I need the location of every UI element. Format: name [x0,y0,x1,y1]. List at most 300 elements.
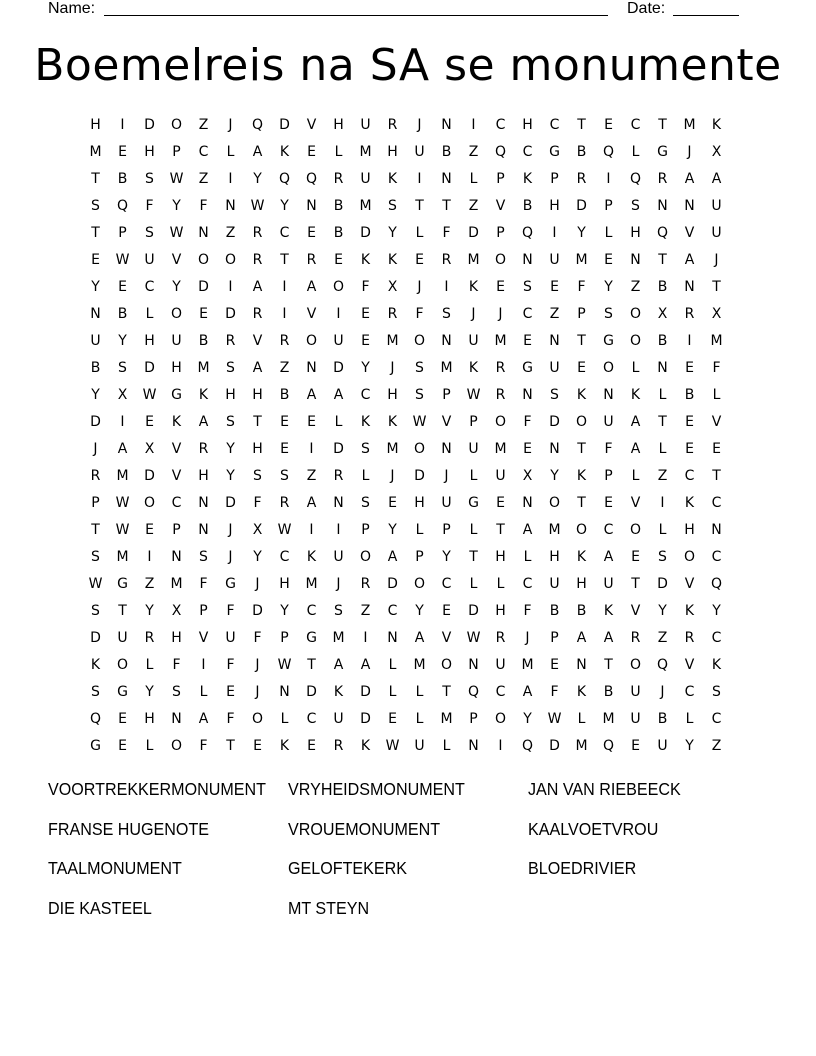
grid-letter[interactable]: E [604,117,613,133]
grid-letter[interactable]: K [171,414,182,430]
grid-letter[interactable]: N [468,657,479,673]
grid-letter[interactable]: T [712,468,721,484]
grid-letter[interactable]: Z [657,630,668,646]
grid-letter[interactable]: P [118,225,127,241]
grid-letter[interactable]: R [279,495,290,511]
grid-letter[interactable]: T [712,279,721,295]
grid-letter[interactable]: F [145,198,154,214]
grid-letter[interactable]: O [602,360,615,376]
grid-letter[interactable]: X [144,441,155,457]
grid-letter[interactable]: I [417,171,422,187]
grid-letter[interactable]: I [282,279,287,295]
grid-letter[interactable]: J [390,360,395,376]
grid-letter[interactable]: N [171,549,182,565]
grid-letter[interactable]: C [360,387,371,403]
grid-letter[interactable]: M [386,441,399,457]
grid-letter[interactable]: I [363,630,368,646]
grid-letter[interactable]: Y [712,603,721,619]
grid-letter[interactable]: D [198,279,209,295]
grid-letter[interactable]: U [495,657,506,673]
grid-letter[interactable]: N [306,360,317,376]
grid-letter[interactable]: B [441,144,452,160]
grid-letter[interactable]: B [333,198,344,214]
grid-letter[interactable]: N [198,225,209,241]
grid-letter[interactable]: T [577,441,586,457]
grid-letter[interactable]: W [277,657,292,673]
grid-letter[interactable]: M [494,333,507,349]
grid-letter[interactable]: T [658,117,667,133]
grid-letter[interactable]: I [309,522,314,538]
grid-letter[interactable]: C [495,117,506,133]
grid-letter[interactable]: E [361,333,370,349]
grid-letter[interactable]: X [522,468,533,484]
grid-letter[interactable]: T [496,522,505,538]
grid-letter[interactable]: O [440,657,453,673]
grid-letter[interactable]: T [469,549,478,565]
grid-letter[interactable]: A [306,495,317,511]
grid-letter[interactable]: V [630,495,641,511]
grid-letter[interactable]: A [684,252,695,268]
grid-letter[interactable]: W [412,414,427,430]
grid-letter[interactable]: O [548,495,561,511]
grid-letter[interactable]: L [658,441,667,457]
grid-letter[interactable]: N [306,198,317,214]
grid-letter[interactable]: A [306,279,317,295]
grid-letter[interactable]: G [522,360,533,376]
grid-letter[interactable]: C [144,279,155,295]
grid-letter[interactable]: W [547,711,562,727]
grid-letter[interactable]: W [466,387,481,403]
grid-letter[interactable]: O [494,252,507,268]
grid-letter[interactable]: Q [116,198,129,214]
grid-letter[interactable]: U [549,360,560,376]
grid-letter[interactable]: I [282,306,287,322]
grid-letter[interactable]: O [575,522,588,538]
grid-letter[interactable]: Q [656,657,669,673]
grid-letter[interactable]: J [714,252,719,268]
grid-letter[interactable]: Y [523,711,532,727]
grid-letter[interactable]: M [602,711,615,727]
grid-letter[interactable]: Y [685,738,694,754]
grid-letter[interactable]: B [333,225,344,241]
grid-letter[interactable]: Z [630,279,641,295]
grid-letter[interactable]: E [550,657,559,673]
grid-letter[interactable]: L [469,171,478,187]
grid-letter[interactable]: U [117,630,128,646]
grid-letter[interactable]: W [115,495,130,511]
grid-letter[interactable]: C [630,117,641,133]
grid-letter[interactable]: T [91,225,100,241]
grid-letter[interactable]: I [228,279,233,295]
grid-letter[interactable]: K [576,549,587,565]
grid-letter[interactable]: X [252,522,263,538]
grid-letter[interactable]: S [415,360,424,376]
grid-letter[interactable]: H [90,117,101,133]
grid-letter[interactable]: B [684,387,695,403]
grid-letter[interactable]: C [306,711,317,727]
grid-letter[interactable]: D [387,576,398,592]
grid-letter[interactable]: C [684,468,695,484]
grid-letter[interactable]: C [279,225,290,241]
grid-letter[interactable]: Z [711,738,722,754]
grid-letter[interactable]: A [252,279,263,295]
grid-letter[interactable]: D [306,684,317,700]
grid-letter[interactable]: L [145,738,154,754]
grid-letter[interactable]: H [522,117,533,133]
grid-letter[interactable]: N [225,198,236,214]
grid-letter[interactable]: L [415,522,424,538]
grid-letter[interactable]: C [603,522,614,538]
grid-letter[interactable]: E [604,252,613,268]
grid-letter[interactable]: E [496,279,505,295]
grid-letter[interactable]: R [333,468,344,484]
grid-letter[interactable]: G [657,144,668,160]
grid-letter[interactable]: E [523,333,532,349]
grid-letter[interactable]: E [307,144,316,160]
grid-letter[interactable]: N [198,522,209,538]
grid-letter[interactable]: S [91,603,100,619]
grid-letter[interactable]: R [252,306,263,322]
grid-letter[interactable]: K [576,387,587,403]
grid-letter[interactable]: L [631,468,640,484]
grid-letter[interactable]: Z [360,603,371,619]
grid-letter[interactable]: D [468,225,479,241]
grid-letter[interactable]: V [711,414,722,430]
grid-letter[interactable]: G [225,576,236,592]
grid-letter[interactable]: D [333,360,344,376]
grid-letter[interactable]: R [198,441,209,457]
grid-letter[interactable]: U [333,549,344,565]
grid-letter[interactable]: S [91,198,100,214]
grid-letter[interactable]: R [630,630,641,646]
grid-letter[interactable]: Q [278,171,291,187]
grid-letter[interactable]: D [225,495,236,511]
grid-letter[interactable]: B [279,387,290,403]
grid-letter[interactable]: B [576,603,587,619]
grid-letter[interactable]: G [117,576,128,592]
grid-letter[interactable]: M [116,468,129,484]
grid-letter[interactable]: F [523,603,532,619]
grid-letter[interactable]: E [415,252,424,268]
grid-letter[interactable]: H [252,387,263,403]
grid-letter[interactable]: N [603,387,614,403]
grid-letter[interactable]: B [522,198,533,214]
grid-letter[interactable]: L [496,576,505,592]
grid-letter[interactable]: V [171,468,182,484]
grid-letter[interactable]: P [415,549,424,565]
grid-letter[interactable]: R [576,171,587,187]
grid-letter[interactable]: D [360,684,371,700]
grid-letter[interactable]: E [388,711,397,727]
grid-letter[interactable]: K [333,684,344,700]
grid-letter[interactable]: N [549,333,560,349]
grid-letter[interactable]: P [604,468,613,484]
grid-letter[interactable]: Y [388,225,397,241]
grid-letter[interactable]: K [630,387,641,403]
grid-letter[interactable]: O [413,333,426,349]
grid-letter[interactable]: J [390,468,395,484]
grid-letter[interactable]: I [201,657,206,673]
grid-letter[interactable]: A [603,549,614,565]
grid-letter[interactable]: M [494,441,507,457]
grid-letter[interactable]: O [143,495,156,511]
grid-letter[interactable]: Q [467,684,480,700]
grid-letter[interactable]: K [468,279,479,295]
grid-letter[interactable]: A [522,684,533,700]
grid-letter[interactable]: B [576,144,587,160]
grid-letter[interactable]: O [359,549,372,565]
grid-letter[interactable]: R [441,252,452,268]
grid-letter[interactable]: O [629,333,642,349]
grid-letter[interactable]: U [144,252,155,268]
grid-letter[interactable]: W [169,225,184,241]
grid-letter[interactable]: H [252,441,263,457]
grid-letter[interactable]: U [441,495,452,511]
grid-letter[interactable]: O [251,711,264,727]
grid-letter[interactable]: D [360,225,371,241]
grid-letter[interactable]: L [469,576,478,592]
grid-letter[interactable]: L [415,711,424,727]
grid-letter[interactable]: U [225,630,236,646]
grid-letter[interactable]: V [306,117,317,133]
grid-letter[interactable]: K [279,738,290,754]
grid-letter[interactable]: M [197,360,210,376]
grid-letter[interactable]: Y [577,225,586,241]
grid-letter[interactable]: D [360,711,371,727]
grid-letter[interactable]: U [549,252,560,268]
grid-letter[interactable]: I [552,225,557,241]
grid-letter[interactable]: R [387,306,398,322]
grid-letter[interactable]: T [91,522,100,538]
grid-letter[interactable]: T [442,684,451,700]
grid-letter[interactable]: L [631,144,640,160]
grid-letter[interactable]: N [441,117,452,133]
grid-letter[interactable]: D [144,360,155,376]
grid-letter[interactable]: F [199,738,208,754]
grid-letter[interactable]: D [549,414,560,430]
grid-letter[interactable]: I [336,522,341,538]
grid-letter[interactable]: V [171,252,182,268]
grid-letter[interactable]: E [685,414,694,430]
grid-letter[interactable]: Y [226,441,235,457]
grid-letter[interactable]: Y [172,279,181,295]
grid-letter[interactable]: D [549,738,560,754]
grid-letter[interactable]: R [684,630,695,646]
grid-letter[interactable]: E [685,360,694,376]
grid-letter[interactable]: M [575,738,588,754]
grid-letter[interactable]: Y [280,603,289,619]
grid-letter[interactable]: E [280,441,289,457]
grid-letter[interactable]: E [118,711,127,727]
grid-letter[interactable]: U [657,738,668,754]
grid-letter[interactable]: Q [89,711,102,727]
grid-letter[interactable]: X [171,603,182,619]
grid-letter[interactable]: F [361,279,370,295]
grid-letter[interactable]: I [687,333,692,349]
grid-letter[interactable]: J [255,684,260,700]
grid-letter[interactable]: H [225,387,236,403]
grid-letter[interactable]: N [90,306,101,322]
grid-letter[interactable]: G [468,495,479,511]
grid-letter[interactable]: L [469,468,478,484]
grid-letter[interactable]: H [171,630,182,646]
grid-letter[interactable]: S [442,306,451,322]
grid-letter[interactable]: A [198,414,209,430]
grid-letter[interactable]: Z [279,360,290,376]
grid-letter[interactable]: F [253,630,262,646]
grid-letter[interactable]: C [171,495,182,511]
grid-letter[interactable]: E [577,360,586,376]
grid-letter[interactable]: F [172,657,181,673]
grid-letter[interactable]: V [252,333,263,349]
grid-letter[interactable]: P [91,495,100,511]
grid-letter[interactable]: C [495,684,506,700]
grid-letter[interactable]: E [253,738,262,754]
grid-letter[interactable]: J [228,522,233,538]
grid-letter[interactable]: R [684,306,695,322]
grid-letter[interactable]: U [414,144,425,160]
grid-letter[interactable]: C [198,144,209,160]
grid-letter[interactable]: M [116,549,129,565]
grid-letter[interactable]: K [360,738,371,754]
grid-letter[interactable]: R [252,225,263,241]
grid-letter[interactable]: T [226,738,235,754]
grid-letter[interactable]: B [603,684,614,700]
grid-letter[interactable]: L [388,657,397,673]
grid-letter[interactable]: R [279,333,290,349]
grid-letter[interactable]: O [683,549,696,565]
grid-letter[interactable]: M [683,117,696,133]
grid-letter[interactable]: L [631,360,640,376]
grid-letter[interactable]: U [630,711,641,727]
grid-letter[interactable]: A [198,711,209,727]
grid-letter[interactable]: H [684,522,695,538]
grid-letter[interactable]: B [198,333,209,349]
grid-letter[interactable]: Y [550,468,559,484]
grid-letter[interactable]: L [523,549,532,565]
grid-letter[interactable]: J [255,657,260,673]
grid-letter[interactable]: E [631,738,640,754]
grid-letter[interactable]: V [441,630,452,646]
grid-letter[interactable]: U [711,198,722,214]
grid-letter[interactable]: L [604,225,613,241]
grid-letter[interactable]: A [630,414,641,430]
grid-letter[interactable]: N [441,333,452,349]
grid-letter[interactable]: F [199,198,208,214]
grid-letter[interactable]: Y [280,198,289,214]
grid-letter[interactable]: E [442,603,451,619]
grid-letter[interactable]: I [228,171,233,187]
grid-letter[interactable]: D [90,414,101,430]
grid-letter[interactable]: D [468,603,479,619]
grid-letter[interactable]: T [442,198,451,214]
grid-letter[interactable]: S [145,225,154,241]
grid-letter[interactable]: V [684,657,695,673]
grid-letter[interactable]: T [307,657,316,673]
grid-letter[interactable]: Z [549,306,560,322]
grid-letter[interactable]: J [525,630,530,646]
grid-letter[interactable]: W [250,198,265,214]
grid-letter[interactable]: N [549,441,560,457]
grid-letter[interactable]: M [170,576,183,592]
grid-letter[interactable]: G [306,630,317,646]
grid-letter[interactable]: W [385,738,400,754]
grid-letter[interactable]: R [333,171,344,187]
grid-letter[interactable]: I [120,117,125,133]
grid-letter[interactable]: P [469,414,478,430]
grid-letter[interactable]: H [144,333,155,349]
grid-letter[interactable]: Q [305,171,318,187]
grid-letter[interactable]: T [118,603,127,619]
grid-letter[interactable]: K [711,117,722,133]
grid-letter[interactable]: S [226,360,235,376]
grid-letter[interactable]: K [279,144,290,160]
grid-letter[interactable]: V [684,576,695,592]
grid-letter[interactable]: S [118,360,127,376]
grid-letter[interactable]: F [523,414,532,430]
grid-letter[interactable]: W [115,252,130,268]
grid-letter[interactable]: J [471,306,476,322]
grid-letter[interactable]: S [523,279,532,295]
grid-letter[interactable]: F [442,225,451,241]
grid-letter[interactable]: E [685,441,694,457]
grid-letter[interactable]: E [307,738,316,754]
grid-letter[interactable]: S [172,684,181,700]
grid-letter[interactable]: O [224,252,237,268]
grid-letter[interactable]: U [90,333,101,349]
grid-letter[interactable]: J [228,549,233,565]
grid-letter[interactable]: M [413,657,426,673]
grid-letter[interactable]: S [91,549,100,565]
grid-letter[interactable]: K [387,414,398,430]
grid-letter[interactable]: N [279,684,290,700]
grid-letter[interactable]: H [495,603,506,619]
grid-letter[interactable]: Y [658,603,667,619]
grid-letter[interactable]: Q [602,738,615,754]
grid-letter[interactable]: N [468,738,479,754]
grid-letter[interactable]: F [712,360,721,376]
grid-letter[interactable]: C [711,549,722,565]
grid-letter[interactable]: G [90,738,101,754]
grid-letter[interactable]: L [658,522,667,538]
grid-letter[interactable]: I [471,117,476,133]
grid-letter[interactable]: U [171,333,182,349]
grid-letter[interactable]: H [549,549,560,565]
grid-letter[interactable]: O [629,522,642,538]
grid-letter[interactable]: U [333,333,344,349]
grid-letter[interactable]: Y [145,684,154,700]
grid-letter[interactable]: N [441,171,452,187]
grid-letter[interactable]: R [252,252,263,268]
grid-letter[interactable]: R [387,117,398,133]
grid-letter[interactable]: G [171,387,182,403]
grid-letter[interactable]: I [147,549,152,565]
grid-letter[interactable]: N [522,495,533,511]
grid-letter[interactable]: H [171,360,182,376]
grid-letter[interactable]: E [118,738,127,754]
grid-letter[interactable]: P [172,144,181,160]
grid-letter[interactable]: V [441,414,452,430]
grid-letter[interactable]: K [360,252,371,268]
grid-letter[interactable]: S [145,171,154,187]
grid-letter[interactable]: P [496,171,505,187]
grid-letter[interactable]: K [684,495,695,511]
grid-letter[interactable]: I [498,738,503,754]
grid-letter[interactable]: A [711,171,722,187]
grid-letter[interactable]: J [417,279,422,295]
grid-letter[interactable]: H [549,198,560,214]
grid-letter[interactable]: M [521,657,534,673]
